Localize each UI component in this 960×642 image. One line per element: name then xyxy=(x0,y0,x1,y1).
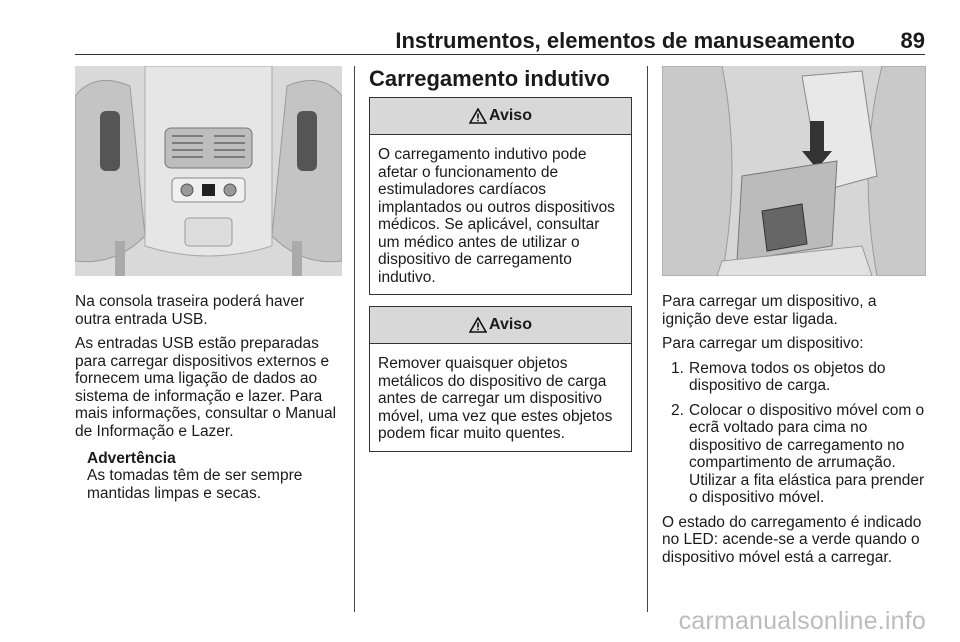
column-right xyxy=(662,66,926,573)
section-title: Carregamento indutivo xyxy=(369,66,610,91)
warning-triangle-icon xyxy=(469,108,487,124)
usb-paragraph-2: As entradas USB estão preparadas para carregar dispositivos externos e fornecem uma ligação de dados ao sistema de informação e lazer. Para mais informações, consultar o Manual de Informação e Lazer. xyxy=(75,335,337,440)
warning-box-pacemaker xyxy=(369,97,632,295)
column-divider xyxy=(647,66,648,612)
warning-title: Aviso xyxy=(489,316,532,333)
warning-body: Remover quaisquer objetos metálicos do dispositivo de carga antes de carregar um dispositivo móvel, uma vez que estes objetos podem ficar muito quentes. xyxy=(378,355,613,442)
inductive-charger-illustration xyxy=(662,66,926,276)
column-divider xyxy=(354,66,355,612)
step-text: Remova todos os objetos do dispositivo de carga. xyxy=(689,359,886,394)
step-number: 1. xyxy=(671,359,684,377)
rear-console-illustration xyxy=(75,66,342,276)
charging-steps-list xyxy=(662,360,926,507)
usb-paragraph-1: Na consola traseira poderá haver outra entrada USB. xyxy=(75,293,305,328)
warning-header xyxy=(370,307,631,344)
led-status-paragraph: O estado do carregamento é indicado no LED: acende-se a verde quando o dispositivo móvel está a carregar. xyxy=(662,513,922,566)
warning-header xyxy=(370,98,631,135)
warning-box-metal-objects xyxy=(369,306,632,452)
step-number: 2. xyxy=(671,401,684,419)
warning-title: Aviso xyxy=(489,107,532,124)
warning-body: O carregamento indutivo pode afetar o funcionamento de estimuladores cardíacos implantados ou outros dispositivos médicos. Se aplicável, consultar um médico antes de utilizar o dispositivo de carregamento indutivo. xyxy=(378,146,615,286)
rear-console-photo xyxy=(75,66,342,276)
steps-intro: Para carregar um dispositivo: xyxy=(662,335,864,352)
warning-triangle-icon xyxy=(469,317,487,333)
note-body: As tomadas têm de ser sempre mantidas limpas e secas. xyxy=(87,467,303,502)
ignition-paragraph: Para carregar um dispositivo, a ignição deve estar ligada. xyxy=(662,293,877,328)
column-middle xyxy=(369,66,632,452)
inductive-charger-photo xyxy=(662,66,926,276)
note-heading: Advertência xyxy=(87,450,176,467)
list-item xyxy=(662,402,926,507)
page-number: 89 xyxy=(900,28,925,53)
column-left xyxy=(75,66,342,502)
list-item xyxy=(662,360,926,395)
page-header xyxy=(75,26,925,55)
watermark: carmanualsonline.info xyxy=(678,607,926,635)
page-title: Instrumentos, elementos de manuseamento xyxy=(395,28,855,53)
step-text: Colocar o dispositivo móvel com o ecrã voltado para cima no dispositivo de carregamento no compartimento de arrumação. Utilizar a fita elástica para prender o dispositivo móvel. xyxy=(689,401,925,506)
